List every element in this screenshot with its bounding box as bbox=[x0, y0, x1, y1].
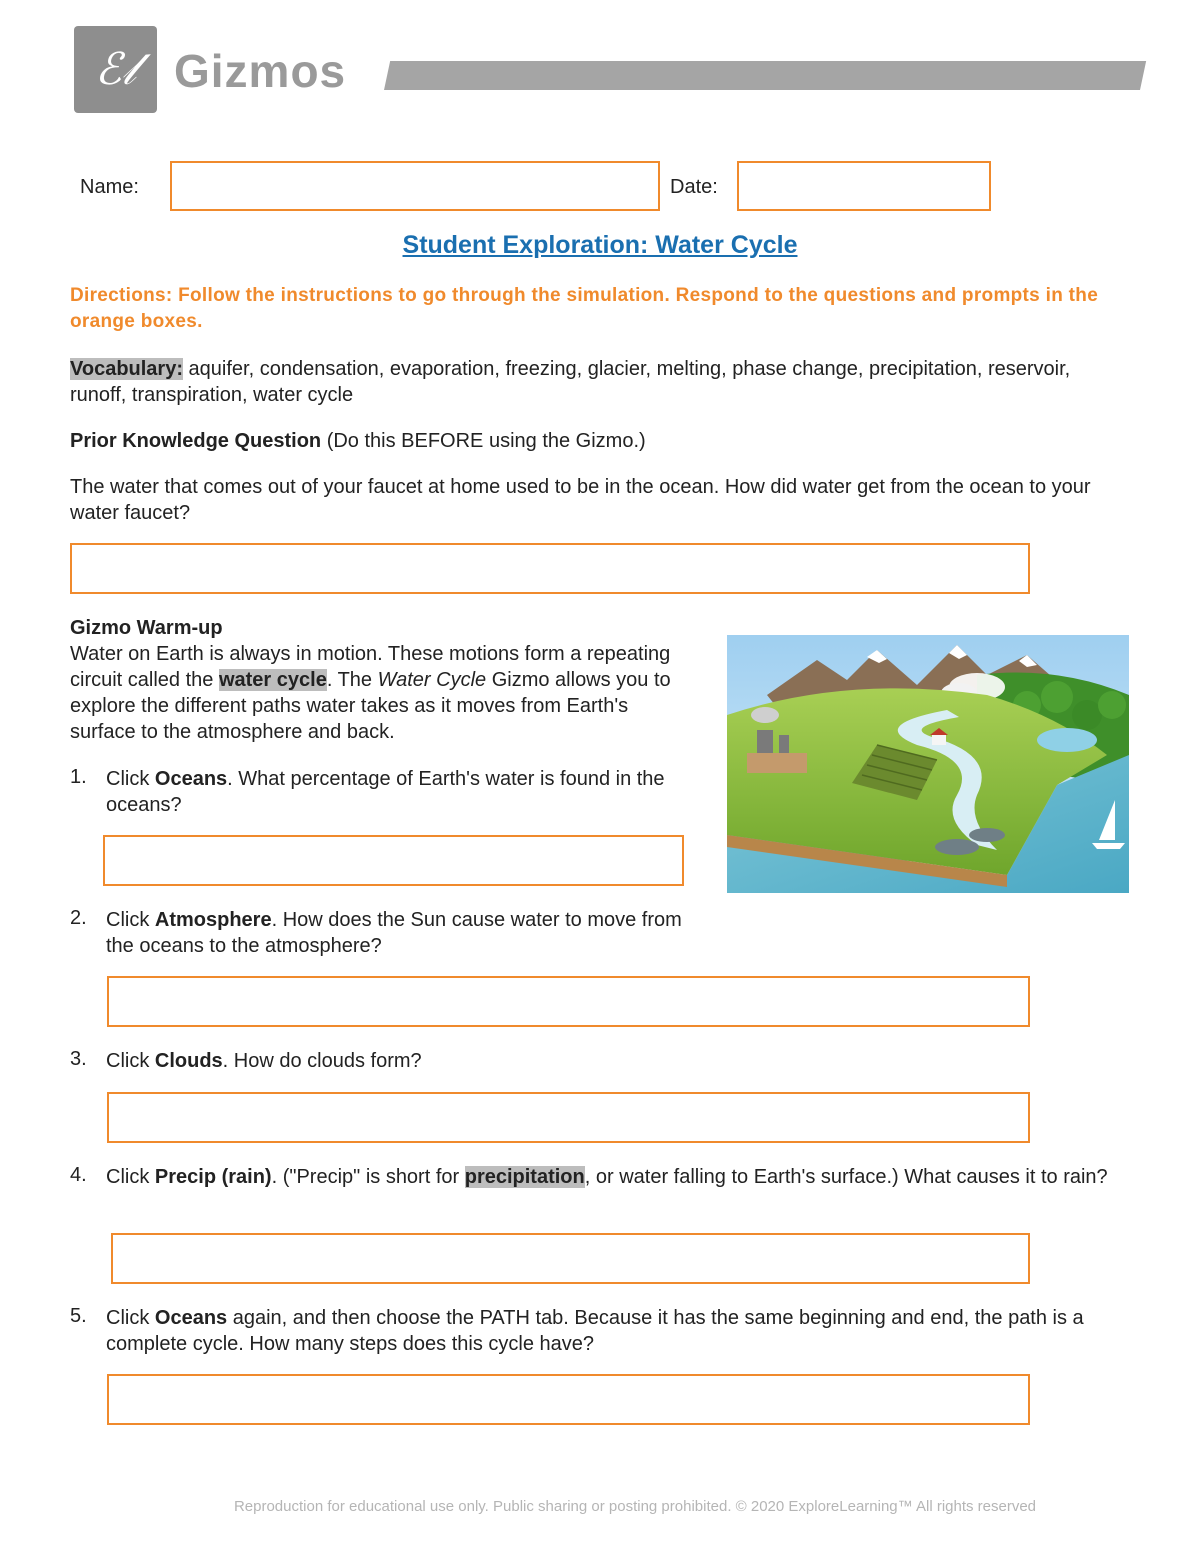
question-2-post: . How does the Sun cause water to move from the oceans to the atmosphere? bbox=[106, 909, 682, 957]
question-1-pre: Click bbox=[106, 768, 155, 790]
directions-text: Directions: Follow the instructions to go through the simulation. Respond to the questions and prompts in the orange boxes. bbox=[70, 285, 1099, 332]
vocabulary-terms: aquifer, condensation, evaporation, freezing, glacier, melting, phase change, precipitation, reservoir, runoff, transpiration, water cycle bbox=[70, 358, 1071, 406]
warmup-text-3: Gizmo allows you to explore the different paths water takes as it moves from Earth's surface to the atmosphere and back. bbox=[70, 669, 671, 743]
question-3-number: 3. bbox=[70, 1048, 87, 1070]
warmup-text-2: . The bbox=[326, 669, 378, 691]
question-5-answer-box[interactable] bbox=[107, 1374, 1030, 1425]
question-1-answer-box[interactable] bbox=[103, 835, 684, 886]
explorelearning-logo bbox=[74, 26, 157, 113]
name-field[interactable] bbox=[170, 161, 660, 211]
question-5-number: 5. bbox=[70, 1305, 87, 1327]
question-2-pre: Click bbox=[106, 909, 155, 931]
vocabulary-label: Vocabulary: bbox=[70, 358, 183, 380]
question-4-bold: Precip (rain) bbox=[154, 1166, 272, 1188]
question-3-bold: Clouds bbox=[154, 1050, 223, 1072]
gizmo-name: Water Cycle bbox=[377, 669, 487, 691]
question-5-post: again, and then choose the PATH tab. Because it has the same beginning and end, the path is a complete cycle. How many steps does this cycle have? bbox=[106, 1307, 1084, 1355]
water-cycle-term: water cycle bbox=[218, 669, 327, 691]
vocabulary-paragraph bbox=[70, 356, 1130, 408]
prior-knowledge-question: The water that comes out of your faucet at home used to be in the ocean. How did water get from the ocean to your water faucet? bbox=[70, 476, 1091, 524]
question-4-answer-box[interactable] bbox=[111, 1233, 1030, 1284]
water-cycle-scene bbox=[727, 635, 1129, 893]
warmup-heading: Gizmo Warm-up bbox=[70, 617, 223, 639]
page-title: Student Exploration: Water Cycle bbox=[402, 231, 798, 259]
question-2-answer-box[interactable] bbox=[107, 976, 1030, 1027]
question-3-answer-box[interactable] bbox=[107, 1092, 1030, 1143]
question-1-post: . What percentage of Earth's water is found in the oceans? bbox=[106, 768, 665, 816]
warmup-paragraph bbox=[70, 641, 695, 745]
question-2-text bbox=[106, 907, 696, 959]
prior-knowledge-answer-box[interactable] bbox=[70, 543, 1030, 594]
question-1-text bbox=[106, 766, 696, 818]
question-3-pre: Click bbox=[106, 1050, 155, 1072]
prior-knowledge-note: (Do this BEFORE using the Gizmo.) bbox=[321, 430, 646, 452]
question-4-text bbox=[106, 1164, 1136, 1190]
header-bar bbox=[384, 61, 1146, 90]
name-label: Name: bbox=[80, 176, 139, 198]
question-5-text bbox=[106, 1305, 1136, 1357]
logo-glyph: ℰ𝓁 bbox=[94, 44, 137, 95]
question-3-post: . How do clouds form? bbox=[222, 1050, 422, 1072]
question-4-mid: . ("Precip" is short for bbox=[271, 1166, 465, 1188]
question-2-bold: Atmosphere bbox=[154, 909, 272, 931]
date-field[interactable] bbox=[737, 161, 991, 211]
question-4-number: 4. bbox=[70, 1164, 87, 1186]
question-3-text bbox=[106, 1048, 1126, 1074]
question-5-pre: Click bbox=[106, 1307, 155, 1329]
precipitation-term: precipitation bbox=[464, 1166, 585, 1188]
question-4-pre: Click bbox=[106, 1166, 155, 1188]
question-2-number: 2. bbox=[70, 907, 87, 929]
prior-knowledge-heading-line bbox=[70, 428, 1130, 454]
question-4-post: , or water falling to Earth's surface.) What causes it to rain? bbox=[584, 1166, 1108, 1188]
question-1-bold: Oceans bbox=[154, 768, 228, 790]
prior-knowledge-heading: Prior Knowledge Question bbox=[70, 430, 322, 452]
gizmos-brand: Gizmos bbox=[174, 45, 347, 97]
water-cycle-illustration bbox=[727, 635, 1129, 893]
question-1-number: 1. bbox=[70, 766, 87, 788]
date-label: Date: bbox=[670, 176, 718, 198]
warmup-text-1: Water on Earth is always in motion. These motions form a repeating circuit called the bbox=[70, 643, 671, 691]
question-5-bold: Oceans bbox=[154, 1307, 228, 1329]
footer-copyright: Reproduction for educational use only. Public sharing or posting prohibited. © 2020 ExploreLearning™ All rights reserved bbox=[233, 1498, 1037, 1515]
